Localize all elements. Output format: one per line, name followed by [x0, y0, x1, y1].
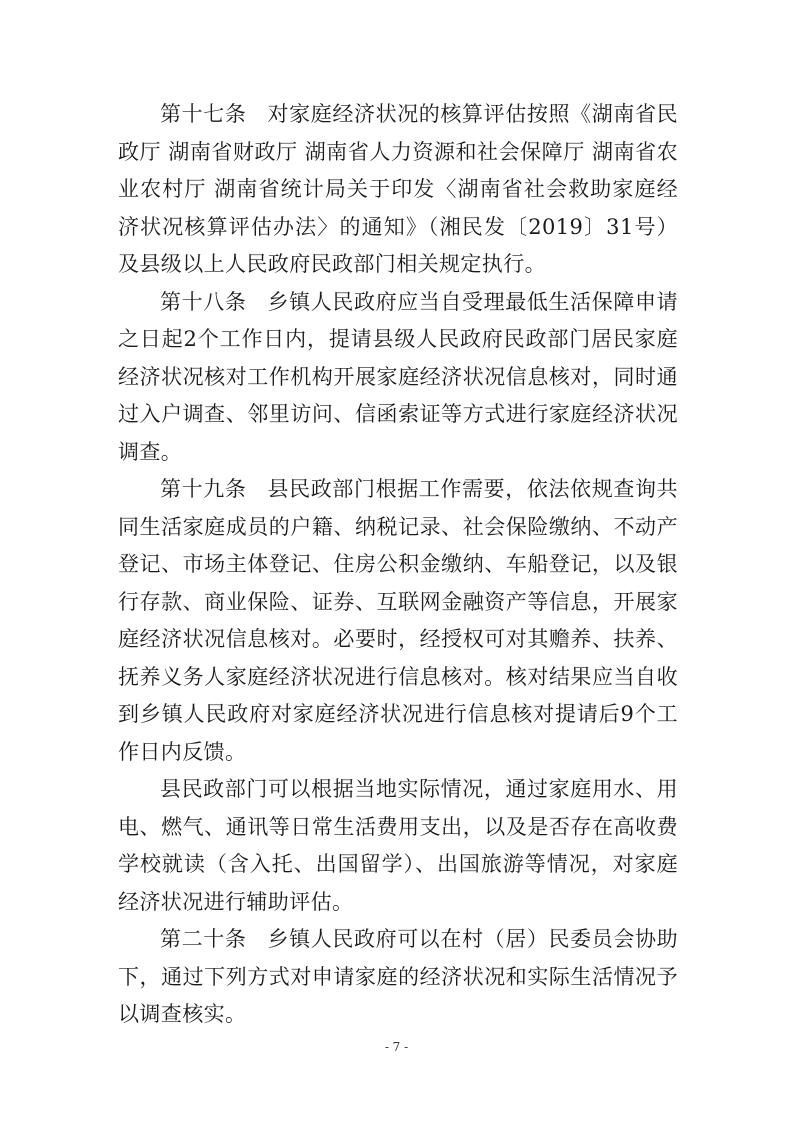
- article-20-heading: 第二十条: [160, 927, 247, 951]
- article-19-supplement-text: 县民政部门可以根据当地实际情况，通过家庭用水、用电、燃气、通讯等日常生活费用支出，以及是否存在高收费学校就读（含入托、出国留学）、出国旅游等情况，对家庭经济状况进行辅助评估。: [118, 777, 678, 914]
- article-18-text: 乡镇人民政府应当自受理最低生活保障申请之日起2个工作日内，提请县级人民政府民政部门居民家庭经济状况核对工作机构开展家庭经济状况信息核对，同时通过入户调查、邻里访问、信函索证等方式进行家庭经济状况调查。: [118, 289, 678, 464]
- article-17-heading: 第十七条: [160, 102, 247, 126]
- article-19-text: 县民政部门根据工作需要，依法依规查询共同生活家庭成员的户籍、纳税记录、社会保险缴纳、不动产登记、市场主体登记、住房公积金缴纳、车船登记，以及银行存款、商业保险、证券、互联网金融资产等信息，开展家庭经济状况信息核对。必要时，经授权可对其赡养、扶养、抚养义务人家庭经济状况进行信息核对。核对结果应当自收到乡镇人民政府对家庭经济状况进行信息核对提请后9个工作日内反馈。: [118, 477, 678, 764]
- article-17-paragraph: [118, 96, 678, 284]
- article-17-text: 对家庭经济状况的核算评估按照《湖南省民政厅 湖南省财政厅 湖南省人力资源和社会保障厅 湖南省农业农村厅 湖南省统计局关于印发〈湖南省社会救助家庭经济状况核算评估办法〉的通知》（湘民发〔2019〕31号）及县级以上人民政府民政部门相关规定执行。: [118, 102, 678, 276]
- article-19-heading: 第十九条: [160, 477, 247, 501]
- article-20-paragraph: [118, 921, 678, 1034]
- article-18-paragraph: [118, 284, 678, 472]
- article-18-heading: 第十八条: [160, 289, 247, 314]
- page-number: - 7 -: [384, 1040, 409, 1054]
- document-body: [118, 96, 678, 1034]
- article-19-paragraph: [118, 471, 678, 771]
- article-20-text: 乡镇人民政府可以在村（居）民委员会协助下，通过下列方式对申请家庭的经济状况和实际生活情况予以调查核实。: [118, 927, 678, 1026]
- article-19-supplement-paragraph: [118, 771, 678, 921]
